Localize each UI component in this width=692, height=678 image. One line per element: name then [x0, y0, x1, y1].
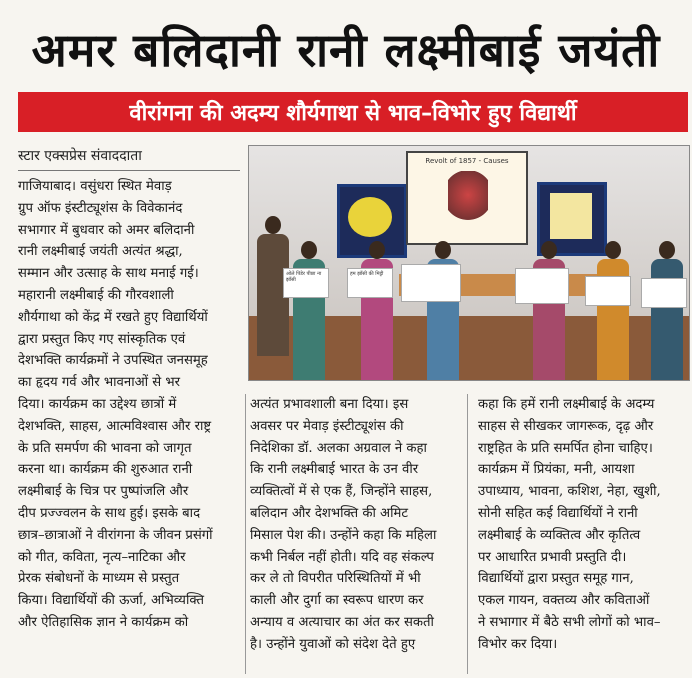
screen-title: Revolt of 1857 - Causes	[425, 157, 509, 165]
subheadline: वीरांगना की अदम्य शौर्यगाथा से भाव–विभोर हुए विद्यार्थी	[129, 101, 577, 126]
article-line: रानी लक्ष्मीबाई जयंती अत्यंत श्रद्धा,	[18, 244, 183, 260]
article-line: कहा कि हमें रानी लक्ष्मीबाई के अदम्य	[478, 397, 655, 412]
article-line: कि रानी लक्ष्मीबाई भारत के उन वीर	[250, 462, 419, 478]
article-column-1	[18, 176, 240, 634]
event-photo	[248, 145, 690, 381]
article-line: अवसर पर मेवाड़ इंस्टीट्यूशंस की	[250, 418, 404, 434]
student-figure	[423, 241, 463, 381]
rani-lakshmibai-painting	[448, 171, 488, 231]
article-line: मिसाल पेश की। उन्होंने कहा कि महिला	[250, 527, 437, 543]
student-figure	[593, 241, 633, 381]
article-column-3	[478, 394, 690, 656]
article-line: राष्ट्रहित के प्रति समर्पित होना चाहिए।	[478, 440, 653, 456]
student-figure	[357, 241, 397, 381]
column-divider	[467, 394, 468, 674]
article-line: करना था। कार्यक्रम की शुरुआत रानी	[18, 462, 193, 478]
student-figure	[529, 241, 569, 381]
article-line: पर आधारित प्रभावी प्रस्तुति दी।	[478, 549, 627, 565]
article-line: के प्रति समर्पण की भावना को जागृत	[18, 440, 192, 456]
article-line: द्वारा प्रस्तुत किए गए सांस्कृतिक एवं	[18, 331, 186, 347]
article-line: सम्मान और उत्साह के साथ मनाई गई।	[18, 266, 199, 282]
article-line: किया। विद्यार्थियों की ऊर्जा, अभिव्यक्ति	[18, 593, 204, 609]
student-figure	[647, 241, 687, 381]
placard: हम झाँसी की मिट्टी	[347, 268, 393, 298]
article-line: को गीत, कविता, नृत्य–नाटिका और	[18, 549, 186, 565]
placard	[515, 268, 569, 304]
placard	[641, 278, 687, 308]
byline-divider	[18, 170, 240, 171]
article-line: ग्रुप ऑफ इंस्टीट्यूशंस के विवेकानंद	[18, 200, 183, 216]
article-line: देशभक्ति, साहस, आत्मविश्वास और राष्ट्र	[18, 418, 212, 434]
article-line: विभोर कर दिया।	[478, 636, 558, 652]
article-line: छात्र–छात्राओं ने वीरांगना के जीवन प्रसंगों	[18, 527, 213, 543]
article-line: देशभक्ति कार्यक्रमों ने उपस्थित जनसमूह	[18, 353, 208, 369]
article-line: सोनी सहित कई विद्यार्थियों ने रानी	[478, 505, 638, 521]
article-line: उपाध्याय, भावना, कशिश, नेहा, खुशी,	[478, 484, 661, 500]
article-line: कार्यक्रम में प्रियंका, मनी, आयशा	[478, 462, 635, 478]
projector-screen	[406, 151, 528, 245]
article-line: का हृदय गर्व और भावनाओं से भर	[18, 375, 181, 391]
headline: अमर बलिदानी रानी लक्ष्मीबाई जयंती	[31, 23, 661, 77]
placard	[585, 276, 631, 306]
article-line: दीप प्रज्ज्वलन के साथ हुई। इसके बाद	[18, 505, 201, 521]
article-line: ने सभागार में बैठे सभी लोगों को भाव–	[478, 614, 661, 630]
article-line: लक्ष्मीबाई के व्यक्तित्व और कृतित्व	[478, 527, 641, 543]
article-line: निदेशिका डॉ. अलका अग्रवाल ने कहा	[250, 440, 427, 456]
article-line: एकल गायन, वक्तव्य और कविताओं	[478, 593, 650, 609]
article-line: शौर्यगाथा को केंद्र में रखते हुए विद्यार्थियों	[18, 309, 208, 325]
article-line: और ऐतिहासिक ज्ञान ने कार्यक्रम को	[18, 614, 189, 630]
student-figure	[289, 241, 329, 381]
article-line: कर ले तो विपरीत परिस्थितियों में भी	[250, 571, 421, 587]
article-line: अत्यंत प्रभावशाली बना दिया। इस	[250, 397, 409, 412]
article-line: कभी निर्बल नहीं होती। यदि वह संकल्प	[250, 549, 434, 565]
article-line: बलिदान और देशभक्ति की अमिट	[250, 505, 409, 521]
article-line: काली और दुर्गा का स्वरूप धारण कर	[250, 593, 424, 609]
subheadline-banner	[18, 92, 688, 132]
byline: स्टार एक्सप्रेस संवाददाता	[18, 148, 142, 164]
article-line: प्रेरक संबोधनों के माध्यम से प्रस्तुत	[18, 571, 180, 587]
article-column-2	[250, 394, 458, 656]
article-line: गाजियाबाद। वसुंधरा स्थित मेवाड़	[18, 179, 172, 194]
article-line: अन्याय व अत्याचार का अंत कर सकती	[250, 614, 434, 630]
article-line: लक्ष्मीबाई के चित्र पर पुष्पांजलि और	[18, 484, 189, 500]
placard	[401, 264, 461, 302]
article-line: महारानी लक्ष्मीबाई की गौरवशाली	[18, 287, 174, 303]
article-line: व्यक्तित्वों में से एक हैं, जिन्होंने साहस,	[250, 484, 433, 500]
article-line: सभागार में बुधवार को अमर बलिदानी	[18, 222, 195, 238]
article-line: साहस से सीखकर जागरूक, दृढ़ और	[478, 418, 654, 434]
column-divider	[245, 394, 246, 674]
placard: ओले पिंडेर पीछा ना झाँसी	[283, 268, 329, 298]
article-line: है। उन्होंने युवाओं को संदेश देते हुए	[250, 636, 416, 652]
article-line: दिया। कार्यक्रम का उद्देश्य छात्रों में	[18, 396, 177, 412]
article-line: विद्यार्थियों द्वारा प्रस्तुत समूह गान,	[478, 571, 634, 587]
